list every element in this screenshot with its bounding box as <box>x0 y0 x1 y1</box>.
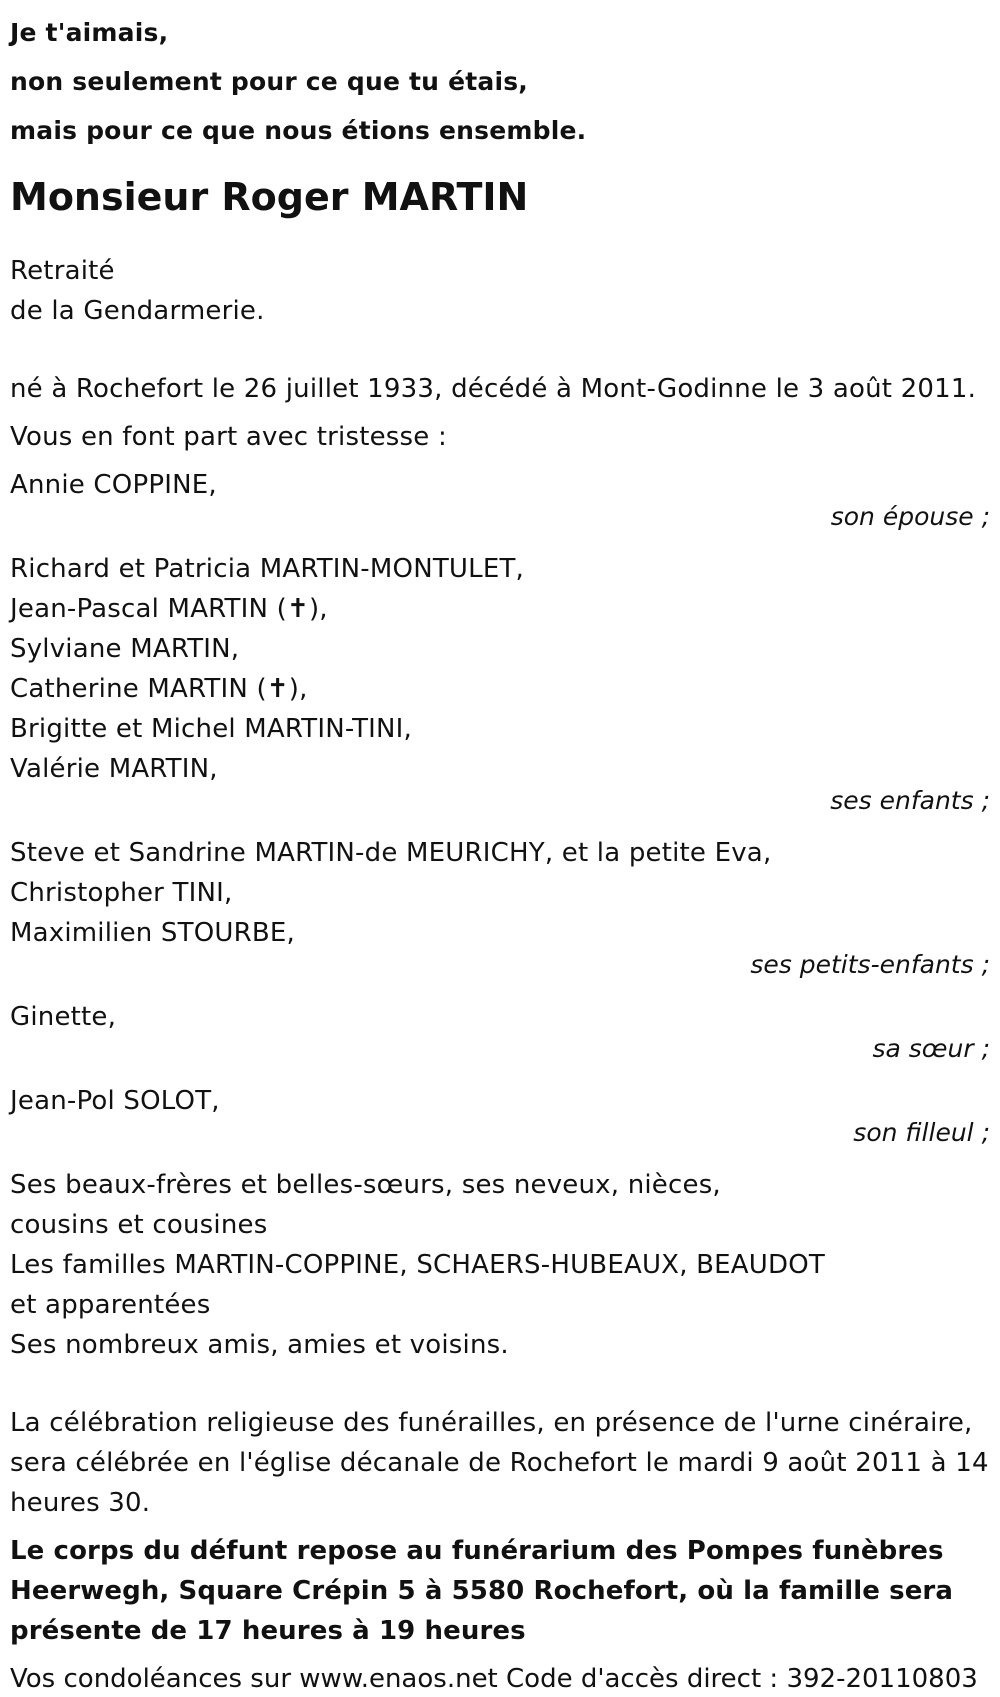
family-group-grandchildren <box>10 833 990 953</box>
family-member: Brigitte et Michel MARTIN-TINI, <box>10 714 413 744</box>
deceased-name: Monsieur Roger MARTIN <box>10 175 529 219</box>
family-member: Steve et Sandrine MARTIN-de MEURICHY, et la petite Eva, <box>10 838 772 868</box>
occupation <box>10 251 990 331</box>
family-group-godson <box>10 1081 990 1121</box>
opening-quote <box>10 8 990 155</box>
occupation-line: de la Gendarmerie. <box>10 296 265 326</box>
viewing-line: Heerwegh, Square Crépin 5 à 5580 Rochefort, où la famille sera <box>10 1576 953 1606</box>
ceremony-line: La célébration religieuse des funérailles, en présence de l'urne cinéraire, <box>10 1408 973 1438</box>
family-member: Richard et Patricia MARTIN-MONTULET, <box>10 554 525 584</box>
family-member: Maximilien STOURBE, <box>10 918 295 948</box>
family-member: Annie COPPINE, <box>10 470 217 500</box>
relation-label: son épouse ; <box>830 502 990 531</box>
ceremony-details <box>10 1403 990 1523</box>
family-member: Christopher TINI, <box>10 878 233 908</box>
viewing-line: Le corps du défunt repose au funérarium des Pompes funèbres <box>10 1536 944 1566</box>
family-group-sister <box>10 997 990 1037</box>
relation-label: sa sœur ; <box>872 1034 990 1063</box>
announcement-intro: Vous en font part avec tristesse : <box>10 422 447 452</box>
family-member: Catherine MARTIN (✝), <box>10 674 308 704</box>
family-group-spouse <box>10 465 990 505</box>
family-group-children <box>10 549 990 789</box>
extended-family <box>10 1165 990 1365</box>
quote-line: Je t'aimais, <box>10 18 169 47</box>
relation-label: son filleul ; <box>853 1118 990 1147</box>
family-member: Ginette, <box>10 1002 117 1032</box>
family-line: Ses nombreux amis, amies et voisins. <box>10 1330 509 1360</box>
quote-line: mais pour ce que nous étions ensemble. <box>10 116 587 145</box>
relation-label: ses petits-enfants ; <box>750 950 990 979</box>
family-member: Jean-Pol SOLOT, <box>10 1086 220 1116</box>
family-member: Valérie MARTIN, <box>10 754 218 784</box>
ceremony-line: heures 30. <box>10 1488 151 1518</box>
birth-death-dates: né à Rochefort le 26 juillet 1933, décédé à Mont-Godinne le 3 août 2011. <box>10 374 977 404</box>
viewing-details <box>10 1531 990 1651</box>
occupation-line: Retraité <box>10 256 115 286</box>
relation-label: ses enfants ; <box>830 786 990 815</box>
family-member: Jean-Pascal MARTIN (✝), <box>10 594 328 624</box>
ceremony-line: sera célébrée en l'église décanale de Rochefort le mardi 9 août 2011 à 14 <box>10 1448 989 1478</box>
family-line: Les familles MARTIN-COPPINE, SCHAERS-HUBEAUX, BEAUDOT <box>10 1250 825 1280</box>
quote-line: non seulement pour ce que tu étais, <box>10 67 528 96</box>
family-line: et apparentées <box>10 1290 211 1320</box>
family-member: Sylviane MARTIN, <box>10 634 240 664</box>
family-line: Ses beaux-frères et belles-sœurs, ses neveux, nièces, <box>10 1170 721 1200</box>
viewing-line: présente de 17 heures à 19 heures <box>10 1616 526 1646</box>
condolences-link[interactable]: Vos condoléances sur www.enaos.net Code d'accès direct : 392-20110803 <box>10 1664 978 1694</box>
family-line: cousins et cousines <box>10 1210 268 1240</box>
